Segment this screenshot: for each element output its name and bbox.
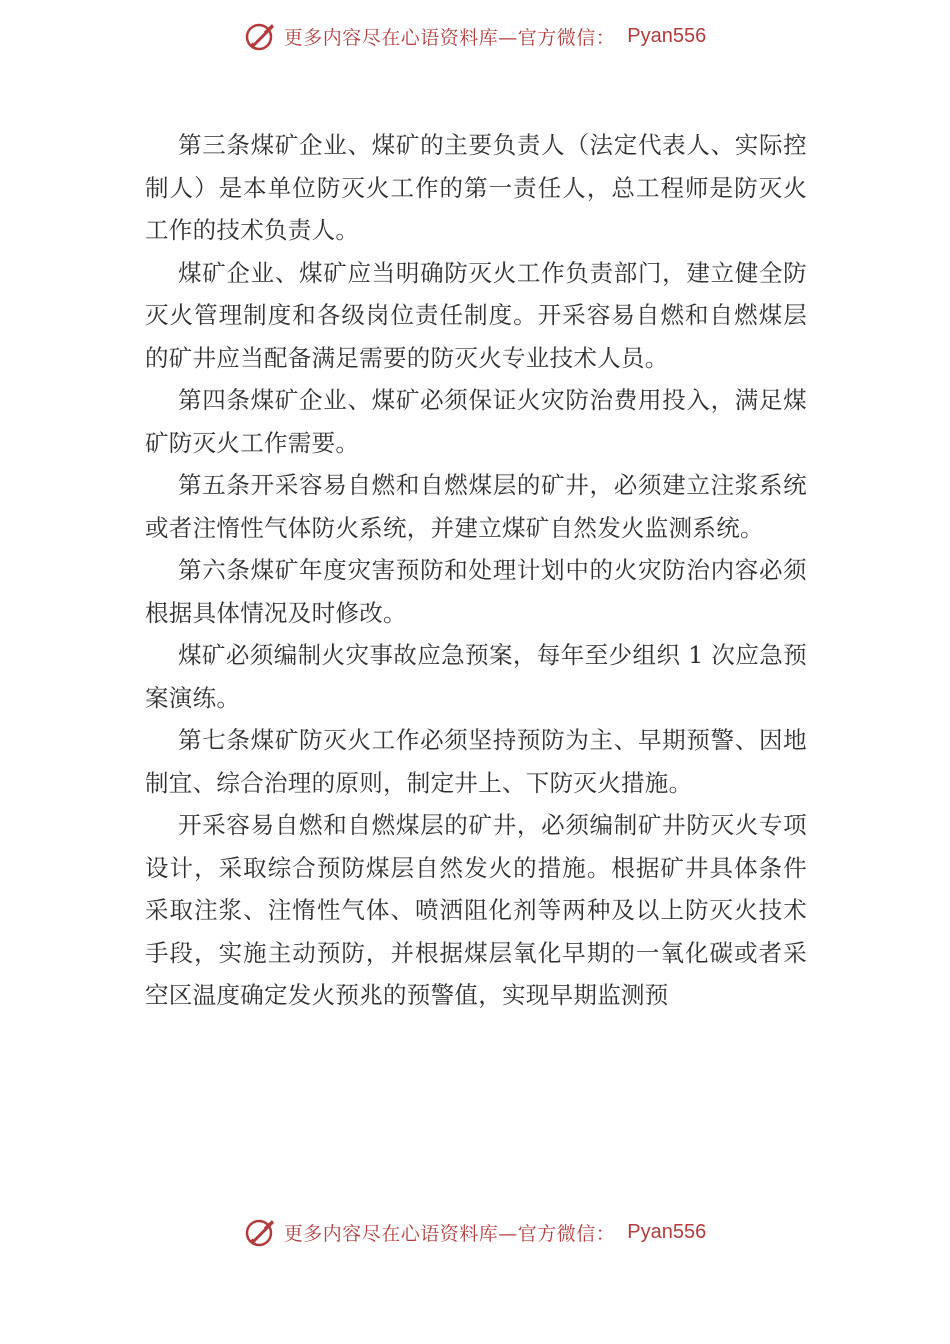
document-body	[145, 124, 807, 1017]
paragraph: 第三条煤矿企业、煤矿的主要负责人（法定代表人、实际控制人）是本单位防灭火工作的第一责任人，总工程师是防灭火工作的技术负责人。	[145, 131, 807, 244]
footer-watermark	[0, 1212, 950, 1252]
paragraph: 第四条煤矿企业、煤矿必须保证火灾防治费用投入，满足煤矿防灭火工作需要。	[145, 386, 807, 457]
watermark-text: 更多内容尽在心语资料库—官方微信：	[283, 1222, 616, 1245]
watermark-text: 更多内容尽在心语资料库—官方微信：	[283, 26, 616, 49]
paragraph: 开采容易自燃和自燃煤层的矿井，必须编制矿井防灭火专项设计，采取综合预防煤层自然发火的措施。根据矿井具体条件采取注浆、注惰性气体、喷洒阻化剂等两种及以上防灭火技术手段，实施主动预防，并根据煤层氧化早期的一氧化碳或者采空区温度确定发火预兆的预警值，实现早期监测预	[145, 811, 807, 1009]
paragraph: 第六条煤矿年度灾害预防和处理计划中的火灾防治内容必须根据具体情况及时修改。	[145, 556, 807, 627]
paragraph: 第七条煤矿防灭火工作必须坚持预防为主、早期预警、因地制宜、综合治理的原则，制定井上、下防灭火措施。	[145, 726, 807, 797]
watermark-handle: Pyan556	[627, 1220, 707, 1243]
paragraph: 煤矿必须编制火灾事故应急预案，每年至少组织 1 次应急预案演练。	[145, 641, 807, 712]
paragraph: 第五条开采容易自燃和自燃煤层的矿井，必须建立注浆系统或者注惰性气体防火系统，并建立煤矿自然发火监测系统。	[145, 471, 807, 542]
header-watermark	[0, 16, 950, 56]
quill-logo-icon	[244, 1215, 278, 1249]
quill-logo-icon	[244, 19, 278, 53]
watermark-handle: Pyan556	[627, 24, 707, 47]
paragraph: 煤矿企业、煤矿应当明确防灭火工作负责部门，建立健全防灭火管理制度和各级岗位责任制度。开采容易自燃和自燃煤层的矿井应当配备满足需要的防灭火专业技术人员。	[145, 258, 807, 372]
